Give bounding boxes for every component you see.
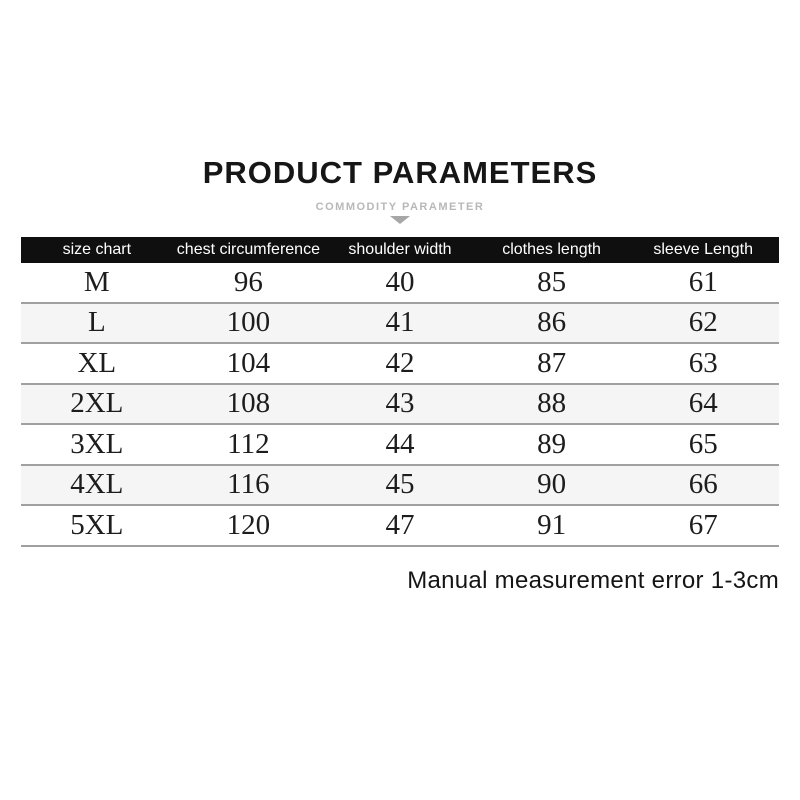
size-cell: 5XL <box>70 508 124 541</box>
value-cell: 41 <box>385 306 415 339</box>
table-row <box>21 466 779 507</box>
value-cell: 96 <box>233 265 263 298</box>
value-cell: 43 <box>385 387 415 420</box>
value-cell: 65 <box>688 427 718 460</box>
value-cell: 45 <box>385 468 415 501</box>
chevron-down-icon <box>390 216 410 224</box>
value-cell: 64 <box>688 387 718 420</box>
table-row <box>21 304 779 345</box>
value-cell: 91 <box>537 508 567 541</box>
size-cell: L <box>87 306 106 339</box>
value-cell: 44 <box>385 427 415 460</box>
measurement-note: Manual measurement error 1-3cm <box>407 567 779 594</box>
value-cell: 89 <box>537 427 567 460</box>
value-cell: 120 <box>226 508 271 541</box>
value-cell: 86 <box>537 306 567 339</box>
value-cell: 63 <box>688 346 718 379</box>
size-chart-table <box>21 237 779 547</box>
value-cell: 85 <box>537 265 567 298</box>
value-cell: 104 <box>226 346 271 379</box>
table-row <box>21 263 779 304</box>
table-row <box>21 344 779 385</box>
value-cell: 42 <box>385 346 415 379</box>
column-header: clothes length <box>502 241 601 258</box>
value-cell: 67 <box>688 508 718 541</box>
size-cell: 2XL <box>70 387 124 420</box>
value-cell: 40 <box>385 265 415 298</box>
value-cell: 90 <box>537 468 567 501</box>
table-row <box>21 506 779 547</box>
value-cell: 61 <box>688 265 718 298</box>
value-cell: 116 <box>227 468 270 501</box>
column-header: chest circumference <box>176 241 320 258</box>
value-cell: 108 <box>226 387 271 420</box>
column-header: size chart <box>62 241 132 258</box>
size-cell: 3XL <box>70 427 124 460</box>
table-body <box>21 263 779 547</box>
value-cell: 62 <box>688 306 718 339</box>
table-header-row <box>21 237 779 263</box>
size-cell: M <box>83 265 110 298</box>
page-subtitle: COMMODITY PARAMETER <box>315 201 485 213</box>
value-cell: 88 <box>537 387 567 420</box>
page-title: PRODUCT PARAMETERS <box>202 155 598 190</box>
size-cell: XL <box>77 346 117 379</box>
value-cell: 47 <box>385 508 415 541</box>
value-cell: 66 <box>688 468 718 501</box>
value-cell: 100 <box>226 306 271 339</box>
column-header: sleeve Length <box>653 241 754 258</box>
column-header: shoulder width <box>348 241 452 258</box>
table-row <box>21 425 779 466</box>
table-row <box>21 385 779 426</box>
value-cell: 87 <box>537 346 567 379</box>
size-cell: 4XL <box>70 468 124 501</box>
value-cell: 112 <box>227 427 270 460</box>
